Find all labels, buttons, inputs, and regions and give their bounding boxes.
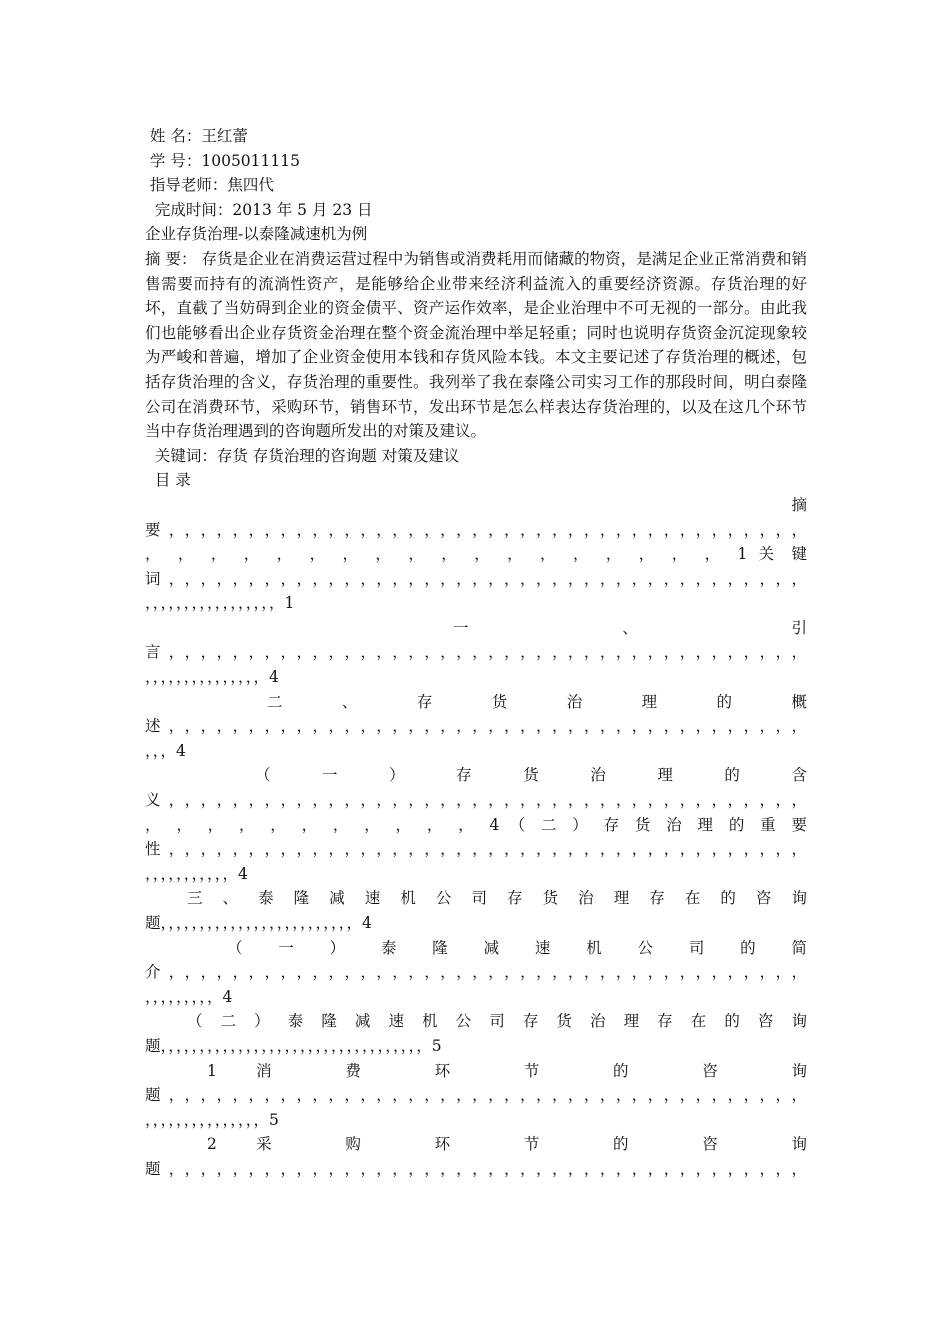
document-title: 企业存货治理-以泰隆减速机为例 — [145, 225, 368, 244]
toc-line: （ 一 ） 泰 隆 减 速 机 公 司 的 简 — [227, 938, 807, 957]
toc-line: ， ， ， ， ， ， ， ， ， ， ， ， ， ， ， ， ， ， 1 关 键 — [145, 545, 807, 564]
toc-line: 题，，，，，，，，，，，，，，，，，，，，，，，，，，，，，，，，，，，，，，，， — [145, 1086, 807, 1105]
student-id: 学 号：1005011115 — [145, 151, 300, 170]
toc-line: ，，，，，，，，，，，，，，，5 — [145, 1110, 279, 1129]
keywords: 关键词：存货 存货治理的咨询题 对策及建议 — [145, 446, 460, 465]
toc-line: （ 二 ） 泰 隆 减 速 机 公 司 存 货 治 理 存 在 的 咨 询 — [187, 1012, 807, 1031]
toc-line: 要，，，，，，，，，，，，，，，，，，，，，，，，，，，，，，，，，，，，，，，， — [145, 520, 807, 539]
completion-date: 完成时间：2013 年 5 月 23 日 — [145, 200, 373, 219]
toc-line: 言，，，，，，，，，，，，，，，，，，，，，，，，，，，，，，，，，，，，，，，， — [145, 643, 807, 662]
toc-line: 题，，，，，，，，，，，，，，，，，，，，，，，，，4 — [145, 914, 372, 932]
toc-line: 题，，，，，，，，，，，，，，，，，，，，，，，，，，，，，，，，，，5 — [145, 1036, 442, 1055]
toc-line: ，，，，，，，，，，，，，，，4 — [145, 668, 279, 687]
abstract-paragraph: 摘 要： 存货是企业在消费运营过程中为销售或消费耗用而储藏的物资，是满足企业正常消费和销售需要而持有的流淌性资产，是能够给企业带来经济利益流入的重要经济资源。存货治理的好坏，直截了当妨碍到企业的资金债平、资产运作效率，是企业治理中不可无视的一部分。由此我们也能够看出企业存货资金治理在整个资金流治理中举足轻重；同时也说明存货资金沉淀现象较为严峻和普遍，增加了企业资金使用本钱和存货风险本钱。本文主要记述了存货治理的概述，包括存货治理的含义，存货治理的重要性。我列举了我在泰隆公司实习工作的那段时间，明白泰隆公司在消费环节，采购环节，销售环节，发出环节是怎么样表达存货治理的，以及在这几个环节当中存货治理遇到的咨询题所发出的对策及建议。 — [145, 249, 807, 441]
toc-line: 1 消 费 环 节 的 咨 询 — [207, 1061, 807, 1080]
toc-line: 介，，，，，，，，，，，，，，，，，，，，，，，，，，，，，，，，，，，，，，，， — [145, 963, 807, 982]
toc-line: 述，，，，，，，，，，，，，，，，，，，，，，，，，，，，，，，，，，，，，，，， — [145, 717, 807, 736]
advisor: 指导老师：焦四代 — [145, 176, 274, 195]
toc-line: ，，，，，，，，，4 — [145, 987, 233, 1006]
toc-line: 性，，，，，，，，，，，，，，，，，，，，，，，，，，，，，，，，，，，，，，，， — [145, 840, 807, 859]
toc-line: （ 一 ） 存 货 治 理 的 含 — [255, 766, 807, 785]
toc-heading: 目 录 — [145, 471, 191, 490]
toc-line: ，，，4 — [145, 741, 186, 760]
toc-line: 2 采 购 环 节 的 咨 询 — [207, 1135, 807, 1154]
toc-line: ，，，，，，，，，，，4 — [145, 864, 248, 883]
table-of-contents — [145, 493, 807, 1182]
author-name: 姓 名：王红蕾 — [145, 127, 248, 145]
toc-line: 词，，，，，，，，，，，，，，，，，，，，，，，，，，，，，，，，，，，，，，，， — [145, 569, 807, 588]
toc-line: 二 、 存 货 治 理 的 概 — [267, 692, 807, 711]
toc-line: 题，，，，，，，，，，，，，，，，，，，，，，，，，，，，，，，，，，，，，，，， — [145, 1159, 807, 1178]
toc-line: 一 、 引 — [453, 618, 807, 637]
toc-line: 义，，，，，，，，，，，，，，，，，，，，，，，，，，，，，，，，，，，，，，，， — [145, 791, 807, 810]
document-page — [145, 124, 807, 1182]
toc-line: ， ， ， ， ， ， ， ， ， ， ， 4 （ 二 ） 存 货 治 理 的 重 要 — [145, 815, 807, 834]
toc-line: 摘 — [791, 495, 807, 514]
toc-line: 三 、 泰 隆 减 速 机 公 司 存 货 治 理 存 在 的 咨 询 — [187, 889, 807, 908]
toc-line: ，，，，，，，，，，，，，，，，，1 — [145, 594, 295, 613]
